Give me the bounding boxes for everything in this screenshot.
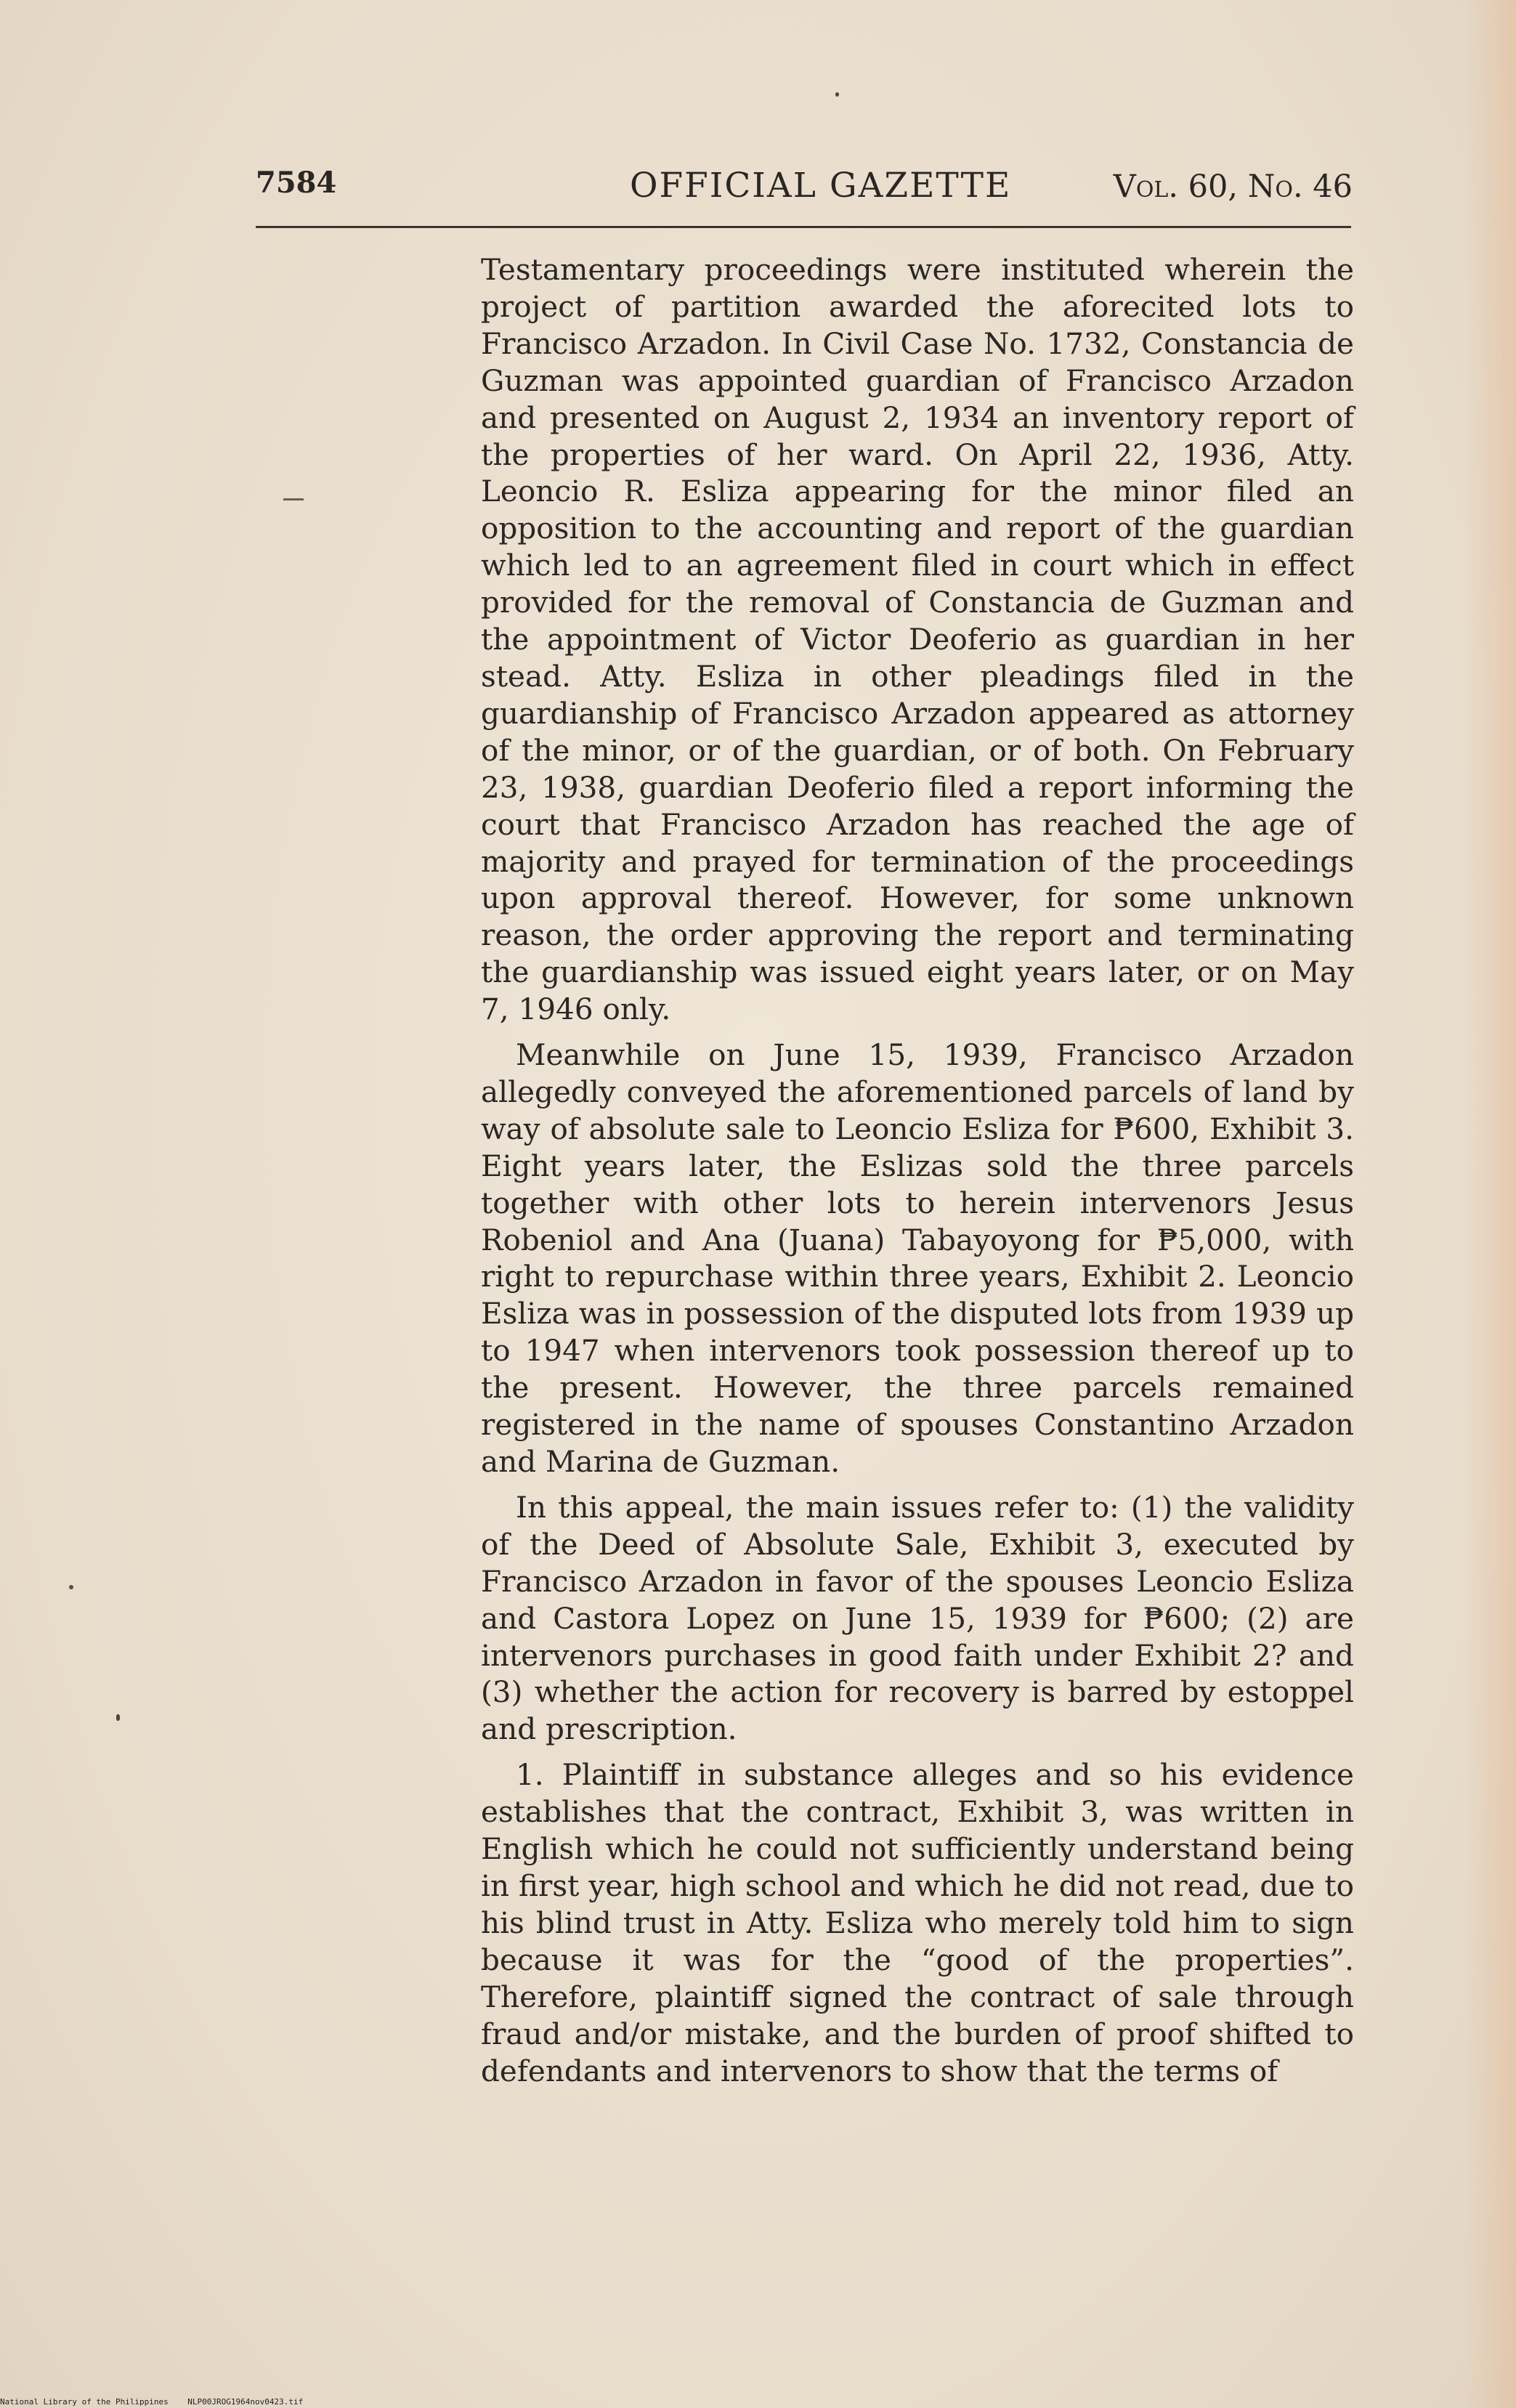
body-text — [481, 251, 1354, 2089]
running-header — [256, 166, 1353, 216]
paragraph-plaintiff: 1. Plaintiff in substance alleges and so his evidence establishes that the contract, Exhibit 3, was written in English which he could not sufficiently understand being in first year, high school and which he did not read, due to his blind trust in Atty. Esliza who merely told him to sign because it was for the “good of the properties”. Therefore, plaintiff signed the contract of sale through fraud and/or mistake, and the burden of proof shifted to defendants and intervenors to show that the terms of — [481, 1757, 1354, 2088]
volume-issue: Vol. 60, No. 46 — [1113, 169, 1353, 205]
scan-speck — [835, 92, 839, 97]
paragraph-guardianship: Testamentary proceedings were instituted wherein the project of partition awarded the aforecited lots to Francisco Arzadon. In Civil Case No. 1732, Constancia de Guzman was appointed guardian of Francisco Arzadon and presented on August 2, 1934 an inventory report of the properties of her ward. On April 22, 1936, Atty. Leoncio R. Esliza appearing for the minor filed an opposition to the accounting and report of the guardian which led to an agreement filed in court which in effect provided for the removal of Constancia de Guzman and the appointment of Victor Deoferio as guardian in her stead. Atty. Esliza in other pleadings filed in the guardianship of Francisco Arzadon appeared as attorney of the minor, or of the guardian, or of both. On February 23, 1938, guardian Deoferio filed a report informing the court that Francisco Arzadon has reached the age of majority and prayed for termination of the proceedings upon approval thereof. However, for some unknown reason, the order approving the report and terminating the guardianship was issued eight years later, or on May 7, 1946 only. — [481, 252, 1354, 1027]
margin-mark — [283, 498, 304, 500]
header-rule — [256, 226, 1351, 228]
scan-speck — [69, 1585, 73, 1589]
library-name: National Library of the Philippines — [0, 2397, 169, 2407]
scan-filename: NLP00JROG1964nov0423.tif — [187, 2397, 304, 2407]
page-number: 7584 — [256, 166, 337, 200]
publication-title: OFFICIAL GAZETTE — [630, 166, 1012, 206]
scan-speck — [116, 1714, 120, 1721]
paragraph-sale: Meanwhile on June 15, 1939, Francisco Arzadon allegedly conveyed the aforementioned parcels of land by way of absolute sale to Leoncio Esliza for ₱600, Exhibit 3. Eight years later, the Eslizas sold the three parcels together with other lots to herein intervenors Jesus Robeniol and Ana (Juana) Tabayoyong for ₱5,000, with right to repurchase within three years, Exhibit 2. Leoncio Esliza was in possession of the disputed lots from 1939 up to 1947 when intervenors took possession thereof up to the present. However, the three parcels remained registered in the name of spouses Constantino Arzadon and Marina de Guzman. — [481, 1037, 1354, 1479]
scan-credit — [0, 2397, 303, 2407]
paragraph-issues: In this appeal, the main issues refer to: (1) the validity of the Deed of Absolute Sale, Exhibit 3, executed by Francisco Arzadon in favor of the spouses Leoncio Esliza and Castora Lopez on June 15, 1939 for ₱600; (2) are intervenors purchases in good faith under Exhibit 2? and (3) whether the action for recovery is barred by estoppel and prescription. — [481, 1489, 1354, 1747]
page-edge-shadow — [1465, 0, 1516, 2408]
